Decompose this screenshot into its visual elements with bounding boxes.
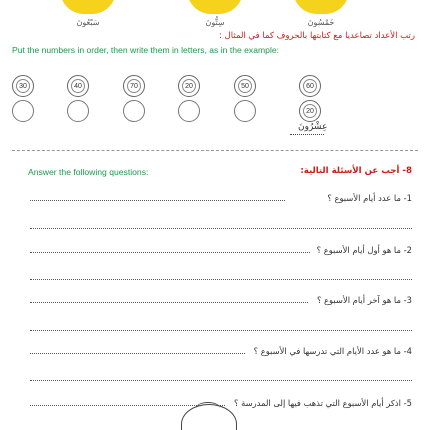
question-row [30, 346, 412, 368]
exercise8-english-instruction: Answer the following questions: [28, 167, 149, 177]
question-text: 4- ما هو عدد الأيام التي تدرسها في الأسبوع ؟ [253, 346, 412, 356]
answer-line[interactable] [30, 279, 412, 280]
number-circle: 40 [67, 75, 89, 97]
blank-answer-circle[interactable] [67, 100, 89, 122]
question-row [30, 193, 412, 215]
number-circle: 30 [12, 75, 34, 97]
faces-row [0, 0, 430, 30]
exercise7-arabic-instruction: رتب الأعداد تصاعديا مع كتابتها بالحروف كما في المثال : [219, 31, 415, 41]
blank-answer-circle[interactable] [12, 100, 34, 122]
exercise7-english-instruction: Put the numbers in order, then write them in letters, as in the example: [12, 45, 280, 55]
question-row [30, 295, 412, 317]
example-word: عِشْرُونَ [298, 122, 328, 132]
blank-answer-circle[interactable] [234, 100, 256, 122]
number-circle: 70 [123, 75, 145, 97]
section-separator [12, 150, 418, 151]
number-circle: 50 [234, 75, 256, 97]
face-label-sixty: سِتُّونَ [205, 18, 225, 27]
example-underline [290, 134, 324, 135]
face-label-fifty: خَمْسُونَ [307, 18, 335, 27]
blank-answer-circle[interactable] [123, 100, 145, 122]
blank-answer-circle[interactable] [178, 100, 200, 122]
question-text: 5- اذكر أيام الأسبوع التي تذهب فيها إلى المدرسة ؟ [233, 398, 412, 408]
answer-line[interactable] [30, 380, 412, 381]
question-dots [30, 200, 285, 201]
number-circle: 60 [299, 75, 321, 97]
answer-line[interactable] [30, 330, 412, 331]
question-dots [30, 353, 245, 354]
number-circle: 20 [178, 75, 200, 97]
question-text: 3- ما هو آخر أيام الأسبوع ؟ [316, 295, 412, 305]
numbers-row [12, 75, 322, 97]
hair-icon [196, 402, 220, 414]
answer-circles-row [12, 100, 322, 122]
smiley-face-icon [60, 0, 116, 14]
question-dots [30, 252, 310, 253]
smiley-face-icon [293, 0, 349, 14]
smiley-face-icon [187, 0, 243, 14]
question-row [30, 245, 412, 267]
answer-line[interactable] [30, 228, 412, 229]
question-text: 1- ما عدد أيام الأسبوع ؟ [327, 193, 412, 203]
example-number-circle: 20 [299, 100, 321, 122]
face-label-seventy: سَبْعُونَ [76, 18, 100, 27]
exercise8-arabic-instruction: 8- أجب عن الأسئلة التالية: [300, 166, 412, 176]
question-dots [30, 302, 308, 303]
question-text: 2- ما هو أول أيام الأسبوع ؟ [316, 245, 412, 255]
